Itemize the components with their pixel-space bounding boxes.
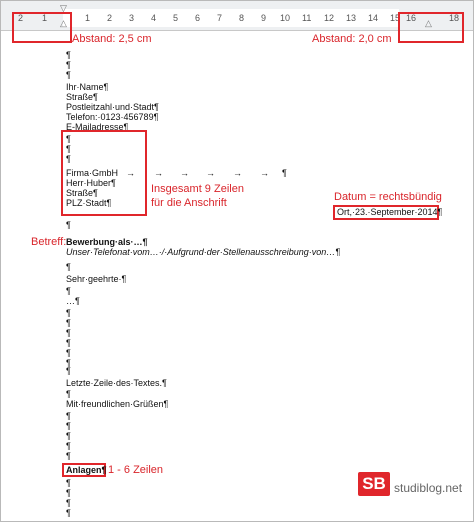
subject-label-note: Betreff: bbox=[31, 236, 67, 248]
ruler-tick: 16 bbox=[406, 13, 417, 23]
empty-paragraph: ¶ bbox=[66, 262, 71, 272]
empty-paragraph: ¶ bbox=[66, 286, 71, 296]
empty-paragraph: ¶ bbox=[66, 60, 71, 70]
recipient-person[interactable]: Herr·Huber¶ bbox=[66, 178, 116, 188]
empty-paragraph: ¶ bbox=[66, 358, 71, 368]
recipient-street[interactable]: Straße¶ bbox=[66, 188, 98, 198]
studiblog-logo-icon: SB bbox=[358, 472, 390, 496]
empty-paragraph: ¶ bbox=[66, 338, 71, 348]
letter-subject[interactable]: Bewerbung·als·…¶ bbox=[66, 237, 148, 247]
tab-arrow-icon: → bbox=[126, 168, 135, 178]
body-placeholder[interactable]: …¶ bbox=[66, 296, 80, 306]
attachments-note: 1 - 6 Zeilen bbox=[108, 464, 164, 476]
ruler-tick: 3 bbox=[129, 13, 135, 23]
empty-paragraph: ¶ bbox=[66, 441, 71, 451]
ruler-tick: 2 bbox=[18, 13, 24, 23]
tab-arrow-icon: → bbox=[260, 168, 269, 178]
right-margin-highlight bbox=[398, 12, 464, 43]
empty-paragraph: ¶ bbox=[66, 431, 71, 441]
tab-arrow-icon: → bbox=[154, 168, 163, 178]
letter-date[interactable]: Ort,·23.·September·2014¶ bbox=[337, 207, 443, 217]
ruler-tick: 12 bbox=[324, 13, 335, 23]
sender-phone[interactable]: Telefon:·0123·456789¶ bbox=[66, 112, 159, 122]
empty-paragraph: ¶ bbox=[66, 421, 71, 431]
address-lines-note: Insgesamt 9 Zeilen bbox=[151, 183, 244, 195]
ruler-tick: 1 bbox=[42, 13, 48, 23]
ruler-tick: 10 bbox=[280, 13, 291, 23]
empty-paragraph: ¶ bbox=[66, 220, 71, 230]
ruler-tick: 15 bbox=[390, 13, 401, 23]
ruler-tick: 7 bbox=[217, 13, 223, 23]
attachments-label[interactable]: Anlagen¶ bbox=[66, 465, 107, 475]
ruler-tick: 5 bbox=[173, 13, 179, 23]
empty-paragraph: ¶ bbox=[66, 389, 71, 399]
sender-name[interactable]: Ihr·Name¶ bbox=[66, 82, 109, 92]
empty-paragraph: ¶ bbox=[66, 508, 71, 518]
empty-paragraph: ¶ bbox=[66, 308, 71, 318]
ruler-tick: 6 bbox=[195, 13, 201, 23]
empty-paragraph: ¶ bbox=[66, 144, 71, 154]
empty-paragraph: ¶ bbox=[66, 134, 71, 144]
empty-paragraph: ¶ bbox=[66, 366, 71, 376]
right-indent-marker-icon[interactable]: △ bbox=[425, 18, 432, 28]
indent-marker-icon[interactable]: △ bbox=[60, 18, 67, 28]
margin-right-note: Abstand: 2,0 cm bbox=[312, 33, 392, 45]
ruler-tick: 13 bbox=[346, 13, 357, 23]
empty-paragraph: ¶ bbox=[66, 498, 71, 508]
tab-arrow-icon: → bbox=[206, 168, 215, 178]
empty-paragraph: ¶ bbox=[66, 488, 71, 498]
empty-paragraph: ¶ bbox=[66, 318, 71, 328]
empty-paragraph: ¶ bbox=[66, 348, 71, 358]
empty-paragraph: ¶ bbox=[66, 328, 71, 338]
ruler-tick: 9 bbox=[261, 13, 267, 23]
closing[interactable]: Mit·freundlichen·Grüßen¶ bbox=[66, 399, 169, 409]
empty-paragraph: ¶ bbox=[66, 478, 71, 488]
empty-paragraph: ¶ bbox=[66, 70, 71, 80]
tab-arrow-icon: → bbox=[233, 168, 242, 178]
studiblog-logo-text: studiblog.net bbox=[394, 481, 463, 495]
recipient-city[interactable]: PLZ·Stadt¶ bbox=[66, 198, 112, 208]
sender-city[interactable]: Postleitzahl·und·Stadt¶ bbox=[66, 102, 159, 112]
salutation[interactable]: Sehr·geehrte·¶ bbox=[66, 274, 127, 284]
ruler-tick: 8 bbox=[239, 13, 245, 23]
ruler-tick: 14 bbox=[368, 13, 379, 23]
last-text-line[interactable]: Letzte·Zeile·des·Textes.¶ bbox=[66, 378, 167, 388]
indent-marker-icon[interactable]: ▽ bbox=[60, 3, 67, 13]
empty-paragraph: ¶ bbox=[66, 451, 71, 461]
ruler-tick: 4 bbox=[151, 13, 157, 23]
empty-paragraph: ¶ bbox=[66, 50, 71, 60]
letter-reference[interactable]: Unser·Telefonat·vom…·/·Aufgrund·der·Stellenausschreibung·von…¶ bbox=[66, 247, 341, 257]
ruler-tick: 1 bbox=[85, 13, 91, 23]
ruler-tick: 11 bbox=[302, 13, 312, 23]
empty-paragraph: ¶ bbox=[66, 411, 71, 421]
ruler-tick: 18 bbox=[449, 13, 460, 23]
sender-email[interactable]: E-Mailadresse¶ bbox=[66, 122, 129, 132]
date-note: Datum = rechtsbündig bbox=[334, 191, 442, 203]
sender-street[interactable]: Straße¶ bbox=[66, 92, 98, 102]
left-margin-highlight bbox=[12, 12, 72, 43]
empty-paragraph: ¶ bbox=[66, 154, 71, 164]
ruler-tick: 2 bbox=[107, 13, 113, 23]
tab-arrow-icon: → bbox=[180, 168, 189, 178]
recipient-company[interactable]: Firma·GmbH bbox=[66, 168, 118, 178]
address-lines-note-2: für die Anschrift bbox=[151, 197, 227, 209]
end-of-line-pilcrow: ¶ bbox=[282, 168, 287, 178]
margin-left-note: Abstand: 2,5 cm bbox=[72, 33, 152, 45]
